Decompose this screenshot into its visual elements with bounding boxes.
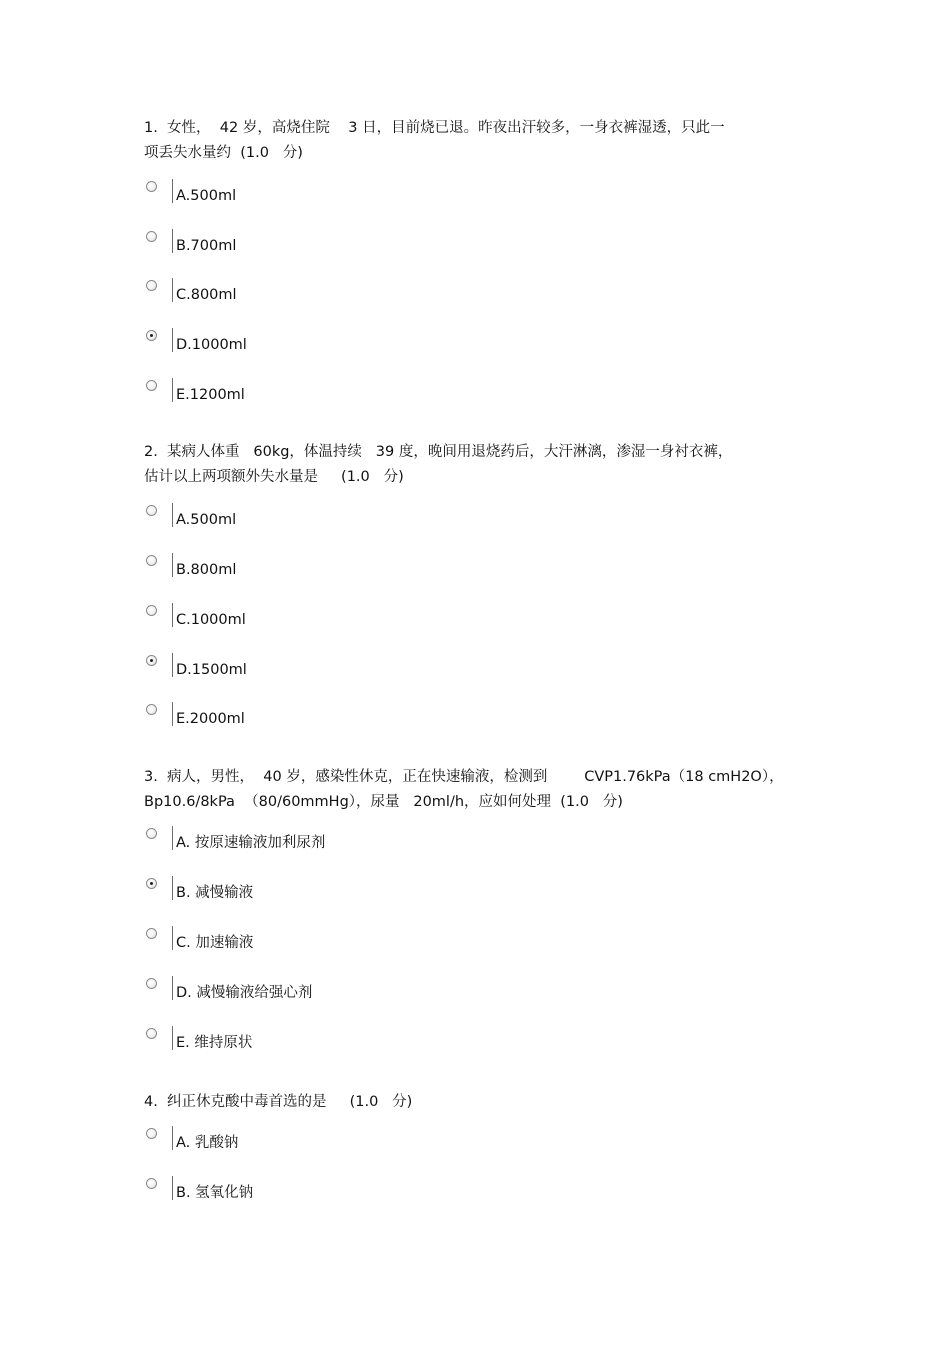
q1-option-c-label: C.800ml [176,287,237,303]
question-2-text-line-2: 估计以上两项额外失水量是 (1.0 分) [144,469,404,485]
q2-option-d-divider [172,653,173,677]
q1-option-e-label: E.1200ml [176,387,245,403]
q1-option-d-divider [172,328,173,352]
q1-option-d-label: D.1000ml [176,337,247,353]
q3-option-d-radio[interactable] [146,978,157,989]
q2-option-a-divider [172,503,173,527]
q2-option-b-label: B.800ml [176,562,237,578]
q1-option-c-radio[interactable] [146,280,157,291]
q2-option-c[interactable] [144,603,544,637]
q2-option-e-label: E.2000ml [176,711,245,727]
q3-option-c-divider [172,926,173,950]
q1-option-d[interactable] [144,328,544,362]
q3-option-d[interactable] [144,976,544,1010]
q2-option-e-divider [172,702,173,726]
q3-option-e-label: E. 维持原状 [176,1035,253,1051]
q3-option-c[interactable] [144,926,544,960]
q3-option-d-divider [172,976,173,1000]
q3-option-b-label: B. 减慢输液 [176,885,254,901]
q4-option-a[interactable] [144,1126,544,1160]
q2-option-c-divider [172,603,173,627]
q3-option-a-divider [172,826,173,850]
q4-option-a-label: A. 乳酸钠 [176,1135,239,1151]
q2-option-a-label: A.500ml [176,512,237,528]
question-1-text-line-2: 项丢失水量约 (1.0 分) [144,145,303,161]
q3-option-e-radio[interactable] [146,1028,157,1039]
q1-option-c[interactable] [144,278,544,312]
q1-option-c-divider [172,278,173,302]
q2-option-a-radio[interactable] [146,505,157,516]
q2-option-a[interactable] [144,503,544,537]
q2-option-d-label: D.1500ml [176,662,247,678]
q3-option-e-divider [172,1026,173,1050]
q4-option-b-label: B. 氢氧化钠 [176,1185,254,1201]
q1-option-e-radio[interactable] [146,380,157,391]
q2-option-d[interactable] [144,653,544,687]
q2-option-b-divider [172,553,173,577]
q1-option-a-divider [172,179,173,203]
q3-option-b-divider [172,876,173,900]
q4-option-b-radio[interactable] [146,1178,157,1189]
q1-option-b[interactable] [144,229,544,263]
q1-option-a-radio[interactable] [146,181,157,192]
q1-option-b-radio[interactable] [146,231,157,242]
q3-option-c-radio[interactable] [146,928,157,939]
question-3 [144,765,784,815]
q3-option-a-radio[interactable] [146,828,157,839]
q4-option-a-divider [172,1126,173,1150]
q1-option-b-divider [172,229,173,253]
question-1-text-line-1: 1. 女性， 42 岁，高烧住院 3 日，目前烧已退。昨夜出汗较多，一身衣裤湿透，只此一 [144,120,725,136]
question-2 [144,440,784,490]
question-3-text-line-1: 3. 病人，男性， 40 岁，感染性休克，正在快速输液，检测到 CVP1.76kPa（18 cmH2O）， [144,769,784,785]
q2-option-c-label: C.1000ml [176,612,246,628]
question-4 [144,1090,784,1115]
q1-option-d-radio[interactable] [146,330,157,341]
question-2-text-line-1: 2. 某病人体重 60kg，体温持续 39 度，晚间用退烧药后，大汗淋漓，渗湿一身衬衣裤， [144,444,733,460]
q2-option-d-radio[interactable] [146,655,157,666]
q4-option-b[interactable] [144,1176,544,1210]
q1-option-e[interactable] [144,378,544,412]
q1-option-e-divider [172,378,173,402]
q3-option-b-radio[interactable] [146,878,157,889]
question-3-text-line-2: Bp10.6/8kPa （80/60mmHg），尿量 20ml/h，应如何处理 (1.0 分) [144,794,623,810]
question-1 [144,116,784,166]
q1-option-b-label: B.700ml [176,238,237,254]
q2-option-e[interactable] [144,702,544,736]
q3-option-a[interactable] [144,826,544,860]
question-4-text-line-1: 4. 纠正休克酸中毒首选的是 (1.0 分) [144,1094,413,1110]
q3-option-b[interactable] [144,876,544,910]
q2-option-c-radio[interactable] [146,605,157,616]
q1-option-a-label: A.500ml [176,188,237,204]
q2-option-b-radio[interactable] [146,555,157,566]
q3-option-e[interactable] [144,1026,544,1060]
q3-option-a-label: A. 按原速输液加利尿剂 [176,835,326,851]
q4-option-b-divider [172,1176,173,1200]
q2-option-e-radio[interactable] [146,704,157,715]
q4-option-a-radio[interactable] [146,1128,157,1139]
q2-option-b[interactable] [144,553,544,587]
q3-option-d-label: D. 减慢输液给强心剂 [176,985,313,1001]
q3-option-c-label: C. 加速输液 [176,935,254,951]
q1-option-a[interactable] [144,179,544,213]
